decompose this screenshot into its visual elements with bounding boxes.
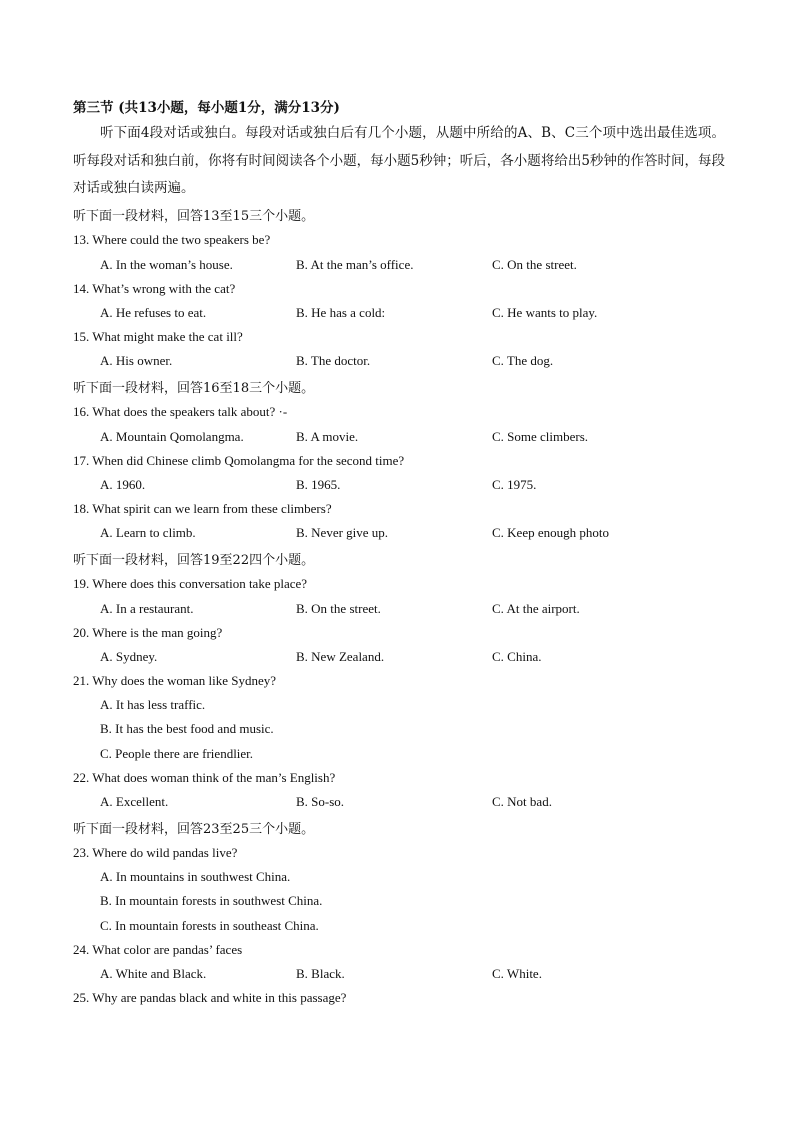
q16-option-c: C. Some climbers. — [492, 429, 589, 444]
question-16: 16. What does the speakers talk about? ·- — [73, 404, 288, 419]
question-13: 13. Where could the two speakers be? — [73, 232, 271, 247]
q19-option-b: B. On the street. — [296, 601, 381, 616]
q24-option-b: B. Black. — [296, 966, 345, 981]
q15-option-a: A. His owner. — [100, 353, 173, 368]
group-header-2: 听下面一段材料，回答16至18三个小题。 — [73, 381, 315, 396]
q21-option-a: A. It has less traffic. — [100, 697, 206, 712]
question-21: 21. Why does the woman like Sydney? — [73, 673, 277, 688]
q20-option-b: B. New Zealand. — [296, 649, 385, 664]
group-header-3: 听下面一段材料，回答19至22四个小题。 — [73, 553, 315, 568]
question-22: 22. What does woman think of the man’s English? — [73, 770, 336, 785]
q18-option-b: B. Never give up. — [296, 525, 389, 540]
q14-option-b: B. He has a cold: — [296, 305, 386, 320]
question-20: 20. Where is the man going? — [73, 625, 223, 640]
q23-option-b: B. In mountain forests in southwest China. — [100, 893, 323, 908]
q13-option-c: C. On the street. — [492, 257, 577, 272]
q13-option-a: A. In the woman’s house. — [100, 257, 233, 272]
group-header-4: 听下面一段材料，回答23至25三个小题。 — [73, 822, 315, 837]
q22-option-a: A. Excellent. — [100, 794, 169, 809]
q13-option-b: B. At the man’s office. — [296, 257, 414, 272]
q21-option-c: C. People there are friendlier. — [100, 746, 254, 761]
q19-option-c: C. At the airport. — [492, 601, 580, 616]
q18-option-a: A. Learn to climb. — [100, 525, 196, 540]
section-instructions: 听下面4段对话或独白。每段对话或独白后有几个小题，从题中所给的A、B、C三个项中选出最佳选项。听每段对话和独白前，你将有时间阅读各个小题，每小题5秒钟；听后，各小题将给出5秒钟的作答时间，每段对话或独白读两遍。 — [73, 125, 725, 196]
q16-option-b: B. A movie. — [296, 429, 359, 444]
q17-option-b: B. 1965. — [296, 477, 341, 492]
q20-option-a: A. Sydney. — [100, 649, 158, 664]
section-title: 第三节 (共13小题，每小题1分，满分13分) — [73, 100, 340, 116]
q15-option-c: C. The dog. — [492, 353, 554, 368]
question-24: 24. What color are pandas’ faces — [73, 942, 243, 957]
q22-option-b: B. So-so. — [296, 794, 345, 809]
q17-option-a: A. 1960. — [100, 477, 146, 492]
question-18: 18. What spirit can we learn from these climbers? — [73, 501, 332, 516]
q24-option-a: A. White and Black. — [100, 966, 207, 981]
q24-option-c: C. White. — [492, 966, 542, 981]
q20-option-c: C. China. — [492, 649, 542, 664]
q14-option-c: C. He wants to play. — [492, 305, 598, 320]
group-header-1: 听下面一段材料，回答13至15三个小题。 — [73, 209, 315, 224]
question-23: 23. Where do wild pandas live? — [73, 845, 238, 860]
question-19: 19. Where does this conversation take place? — [73, 576, 308, 591]
q18-option-c: C. Keep enough photo — [492, 525, 609, 540]
question-15: 15. What might make the cat ill? — [73, 329, 243, 344]
q23-option-a: A. In mountains in southwest China. — [100, 869, 291, 884]
question-25: 25. Why are pandas black and white in this passage? — [73, 990, 347, 1005]
q23-option-c: C. In mountain forests in southeast China. — [100, 918, 319, 933]
q22-option-c: C. Not bad. — [492, 794, 552, 809]
question-17: 17. When did Chinese climb Qomolangma for the second time? — [73, 453, 405, 468]
q21-option-b: B. It has the best food and music. — [100, 721, 274, 736]
q16-option-a: A. Mountain Qomolangma. — [100, 429, 244, 444]
q17-option-c: C. 1975. — [492, 477, 537, 492]
q19-option-a: A. In a restaurant. — [100, 601, 194, 616]
q15-option-b: B. The doctor. — [296, 353, 371, 368]
question-14: 14. What’s wrong with the cat? — [73, 281, 236, 296]
q14-option-a: A. He refuses to eat. — [100, 305, 207, 320]
